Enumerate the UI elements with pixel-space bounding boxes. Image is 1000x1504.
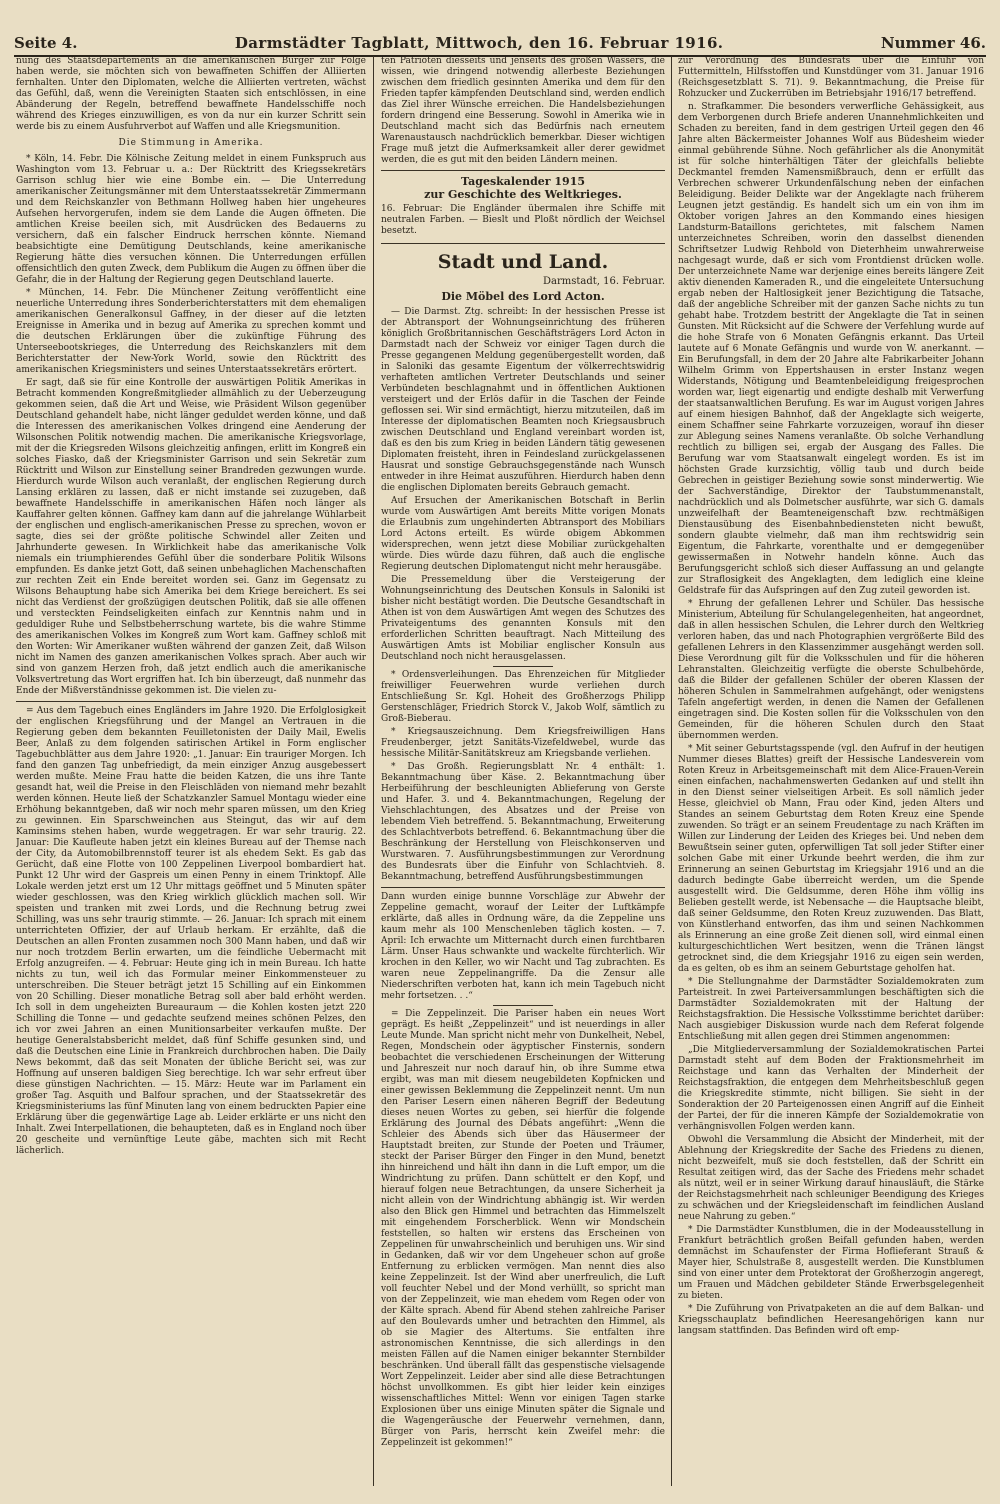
- dateline: Darmstadt, 16. Februar.: [543, 276, 665, 287]
- paragraph: * Kriegsauszeichnung. Dem Kriegsfreiwilligen Hans Freudenberger, jetzt Sanitäts-Vizefeldwebel, wurde das hessische Militär-Sanitätskreuz am Kriegsbande verliehen.: [381, 727, 665, 759]
- paragraph: * Köln, 14. Febr. Die Kölnische Zeitung meldet in einem Funkspruch aus Washington vom 13. Februar u. a.: Der Rücktritt des Kriegssekretärs Garrison schlug hier wie eine Bombe ein. — Die Unterredung amerikanischer Zeitungsmänner mit dem Unterstaatssekretär Zimmermann und dem Reichskanzler von Bethmann Hollweg haben hier ungeheures Aufsehen hervorgerufen, indem sie dem Lande die Augen öffneten. Die amtlichen Kreise beeilen sich, mit Ausdrücken des Bedauerns zu versichern, daß ein falscher Eindruck herrschen könnte. Niemand beabsichtigte eine Demütigung Deutschlands, keine amerikanische Regierung hätte dies versuchen können. Die Unterredungen erfüllen offensichtlich den guten Zweck, dem Publikum die Augen zu öffnen über die Gefahr, die in der Haltung der Regierung gegen Deutschland lauerte.: [16, 154, 366, 285]
- paragraph: — Die Darmst. Ztg. schreibt: In der hessischen Presse ist der Abtransport der Wohnungseinrichtung des früheren königlich Großbritannischen Geschäftsträgers Lord Acton in Darmstadt nach der Schweiz vor einiger Tagen durch die Presse gegangenen Meldung gegenübergestellt worden, daß in Saloniki das gesamte Eigentum der völkerrechtswidrig verhafteten amtlichen Vertreter Deutschlands und seiner Verbündeten beschlagnahmt und in öffentlichen Auktionen versteigert und der Erlös dafür in die Taschen der Feinde geflossen sei. Wir sind ermächtigt, hierzu mitzuteilen, daß im Interesse der diplomatischen Beamten noch Kriegsausbruch zwischen Deutschland und England vereinbart worden ist, daß es den bis zum Krieg in beiden Ländern tätig gewesenen Diplomaten freisteht, ihren in Feindesland zurückgelassenen Hausrat und sonstige Gebrauchsgegenstände nach Wunsch entweder in ihre Heimat auszuführen. Hierdurch haben denn die englischen Diplomaten bereits Gebrauch gemacht.: [381, 307, 665, 493]
- divider: [493, 666, 553, 667]
- paragraph: * Ordensverleihungen. Das Ehrenzeichen für Mitglieder freiwilliger Feuerwehren wurde verliehen durch Entschließung Sr. Kgl. Hoheit des Großherzogs Philipp Gerstenschläger, Friedrich Storck V., Jakob Wolf, sämtlich zu Groß-Bieberau.: [381, 670, 665, 724]
- paragraph: zur Verordnung des Bundesrats über die Einfuhr von Futtermitteln, Hilfsstoffen und Kunstdünger vom 31. Januar 1916 (Reichsgesetzblatt S. 71). 9. Bekanntmachung, die Preise für Rohzucker und Zuckerrüben im Betriebsjahr 1916/17 betreffend.: [678, 56, 984, 99]
- column-1: [16, 56, 366, 1159]
- calendar-title: Tageskalender 1915: [461, 175, 585, 188]
- page-number: Seite 4.: [14, 34, 78, 52]
- calendar-entry: 16. Februar: Die Engländer übermalen ihre Schiffe mit neutralen Farben. — Bieslt und Ploßt nördlich der Weichsel besetzt.: [381, 204, 665, 236]
- column-3: [678, 56, 984, 1339]
- issue-number: Nummer 46.: [880, 34, 986, 52]
- paragraph: * Ehrung der gefallenen Lehrer und Schüler. Das hessische Ministerium, Abteilung für Schulangelegenheiten, hat angeordnet, daß in allen hessischen Schulen, die Lehrer durch den Weltkrieg verloren haben, das und nach Photographien vergrößerte Bild des gefallenen Lehrers in den Klassenzimmer ausgehängt werden soll. Diese Verordnung gilt für die Volksschulen und für die höheren Lehranstalten. Gleichzeitig verfügte die oberste Schulbehörde, daß die Bilder der gefallenen Schüler der oberen Klassen der höheren Schulen in Sammelrahmen aufgehängt, oder wenigstens Tafeln angefertigt werden, in denen die Namen der Gefallenen eingetragen sind. Die Kosten sollen für die Volksschulen von den Gemeinden, für die höheren Schulen durch den Staat übernommen werden.: [678, 599, 984, 741]
- page-header: [14, 30, 986, 57]
- paragraph: Er sagt, daß sie für eine Kontrolle der auswärtigen Politik Amerikas in Betracht kommenden Kongreßmitglieder allmählich zu der Ueberzeugung gekommen seien, daß die Art und Weise, wie Präsident Wilson gegenüber Deutschland gehandelt habe, nicht länger geduldet werden könne, und daß die Interessen des amerikanischen Volkes dringend eine Aenderung der Wilsonschen Politik notwendig machen. Die amerikanische Kriegsvorlage, mit der die Kriegsreden Wilsons gleichzeitig anfingen, erlitt im Kongreß ein solches Fiasko, daß der Kriegsminister Garrison und sein Sekretär zum Rücktritt und Wilson zur Einstellung seiner Brandreden gezwungen wurde. Hierdurch wurde Wilson auch veranlaßt, der englischen Regierung durch Lansing erklären zu lassen, daß er nicht imstande sei zuzugeben, daß bewaffnete Handelsschiffe in amerikanischen Häfen noch länger als Kauffahrer gelten können. Gaffney kam dann auf die jahrelange Wühlarbeit der englischen und englisch-amerikanischen Presse zu sprechen, wovon er sagte, dies sei der größte politische Schwindel aller Zeiten und Jahrhunderte gewesen. In Wirklichkeit habe das amerikanische Volk niemals ein triumphierendes Gefühl über die sonderbare Politik Wilsons empfunden. Es danke jetzt Gott, daß seinen unbehaglichen Machenschaften zur rechten Zeit ein Ende bereitet worden sei. Ganz im Gegensatz zu Wilsons Behauptung habe sich Amerika bei dem Kriege bereichert. Es sei nicht das Verdienst der großzügigen deutschen Politik, daß sie alle offenen und versteckten Feindseligkeiten einfach zur Kenntnis nahm und in geduldiger Ruhe und Selbstbeherrschung wartete, bis die wahre Stimme des amerikanischen Volkes im Kongreß zum Wort kam. Gaffney schloß mit den Worten: Wir Amerikaner wußten während der ganzen Zeit, daß Wilson nicht im Namen des ganzen amerikanischen Volkes sprach. Aber auch wir sind von ganzem Herzen froh, daß jetzt endlich auch die amerikanische Volksvertretung das Wort ergriffen hat. Ich bin überzeugt, daß nunmehr das Ende der Mißverständnisse gekommen ist. Die vielen zu-: [16, 378, 366, 696]
- column-rule: [373, 56, 374, 1486]
- paragraph: * Die Darmstädter Kunstblumen, die in der Modeausstellung in Frankfurt beträchtlich großen Beifall gefunden haben, werden demnächst im Schaufenster der Firma Hoflieferant Strauß & Mayer hier, Schulstraße 8, ausgestellt werden. Die Kunstblumen sind von einer unter dem Protektorat der Großherzogin angeregt, um Frauen und Mädchen gebildeter Stände Erwerbsgelegenheit zu bieten.: [678, 1225, 984, 1301]
- paragraph: Auf Ersuchen der Amerikanischen Botschaft in Berlin wurde vom Auswärtigen Amt bereits Mitte vorigen Monats die Erlaubnis zum ungehinderten Abtransport des Mobiliars Lord Actons erteilt. Es würde obigem Abkommen widersprechen, wenn jetzt diese Mobiliar zurückgehalten würde. Dies würde dazu führen, daß auch die englische Regierung deutschen Diplomatengut nicht mehr herausgäbe.: [381, 496, 665, 572]
- section-divider: [381, 887, 665, 888]
- calendar-subtitle: zur Geschichte des Weltkrieges.: [424, 188, 622, 201]
- paragraph: * Die Zuführung von Privatpaketen an die auf dem Balkan- und Kriegsschauplatz befindlichen Heeresangehörigen kann nur langsam stattfinden. Das Befinden wird oft emp-: [678, 1304, 984, 1336]
- paragraph: ten Patrioten diesseits und jenseits des großen Wassers, die wissen, wie dringend notwendig allerbeste Beziehungen zwischen dem friedlich gesinnten Amerika und dem für den Frieden tapfer kämpfenden Deutschland sind, werden endlich das Ziel ihrer Wünsche erreichen. Die Handelsbeziehungen fordern dringend eine Besserung. Sowohl in Amerika wie in Deutschland macht sich das Bedürfnis nach erneutem Warenaustausch nachdrücklich bemerkbar. Dieser wichtigen Frage muß jetzt die Aufmerksamkeit aller derer gewidmet werden, die es gut mit den beiden Ländern meinen.: [381, 56, 665, 165]
- paragraph: „Die Mitgliederversammlung der Sozialdemokratischen Partei Darmstadt steht auf dem Boden der Fraktionsmehrheit im Reichstage und kann das Verhalten der Minderheit der Reichstagsfraktion, die entgegen dem Mehrheitsbeschluß gegen die Kriegskredite stimmte, nicht billigen. Sie sieht in der Sonderaktion der 20 Parteigenossen einen Angriff auf die Einheit der Partei, der für die inneren Kämpfe der Sozialdemokratie von verhängnisvollen Folgen werden kann.: [678, 1045, 984, 1132]
- paragraph: * Das Großh. Regierungsblatt Nr. 4 enthält: 1. Bekanntmachung über Käse. 2. Bekanntmachung über Herbeiführung der beschleunigten Ablieferung von Gerste und Hafer. 3. und 4. Bekanntmachungen, Regelung der Viehschlachtungen, des Absatzes und der Preise von lebendem Vieh betreffend. 5. Bekanntmachung, Erweiterung des Schlachtverbots betreffend. 6. Bekanntmachung über die Beschränkung der Herstellung von Fleischkonserven und Wurstwaren. 7. Ausführungsbestimmungen zur Verordnung des Bundesrats über die Einfuhr von Schlachtvieh. 8. Bekanntmachung, betreffend Ausführungsbestimmungen: [381, 762, 665, 882]
- paragraph: Obwohl die Versammlung die Absicht der Minderheit, mit der Ablehnung der Kriegskredite der Sache des Friedens zu dienen, nicht bezweifelt, muß sie doch feststellen, daß der Schritt ein Resultat zeitigen wird, das der Sache des Friedens mehr schadet als nützt, weil er in seiner Wirkung darauf hinausläuft, die Stärke der Reichstagsmehrheit nach schleuniger Beendigung des Krieges zu schwächen und der Kriegsleidenschaft im feindlichen Ausland neue Nahrung zu geben.“: [678, 1135, 984, 1222]
- section-divider: [16, 701, 366, 702]
- column-rule: [671, 56, 672, 1486]
- paragraph: = Die Zeppelinzeit. Die Pariser haben ein neues Wort geprägt. Es heißt „Zeppelinzeit“ und ist neuerdings in aller Leute Munde. Man spricht nicht mehr von Dunkelheit, Nebel, Regen, Mondschein oder ägyptischer Finsternis, sondern beobachtet die verschiedenen Erscheinungen der Witterung und Jahreszeit nur noch darauf hin, ob ihre Summe etwa ergibt, was man mit diesem neugebildeten Kopfnicken und einer gewissen Beklemmung die Zeppelinzeit nennt. Um nun den Pariser Lesern einen näheren Begriff der Bedeutung dieses neuen Wortes zu geben, sei hierfür die folgende Erklärung des Journal des Débats angeführt: „Wenn die Schleier des Abends sich über das Häusermeer der Hauptstadt breiten, zur Stunde der Poeten und Träumer, steckt der Pariser Bürger den Finger in den Mund, benetzt ihn hinreichend und hält ihn dann in die Luft empor, um die Windrichtung zu prüfen. Dann schüttelt er den Kopf, und hierauf folgen neue Betrachtungen, da unsere Sicherheit ja nicht allein von der Windrichtung abhängig ist. Wir werden also den Blick gen Himmel und betrachten das Himmelszelt mit eingehendem Forscherblick. Wenn wir Mondschein feststellen, so halten wir erstens das Erscheinen von Zeppelinen für unwahrscheinlich und beruhigen uns. Wir sind in Gedanken, daß wir vor dem Ungeheuer schon auf große Entfernung zu erblicken vermögen. Man nennt dies also keine Zeppelinzeit. Ist der Wind aber unerfreulich, die Luft voll feuchter Nebel und der Mond verhüllt, so spricht man von der Zeppelinzeit, wie man ehedem vom Regen oder von der Kälte sprach. Abend für Abend stehen zahlreiche Pariser auf den Boulevards umher und betrachten den Himmel, als ob sie Magier des Altertums. Sie entfalten ihre astronomischen Kenntnisse, die sich allerdings in den meisten Fällen auf die Namen einiger bekannter Sternbilder beschränken. Und überall fällt das gespenstische vielsagende Wort Zeppelinzeit. Leider aber sind alle diese Betrachtungen höchst unvollkommen. Es gibt hier leider kein einziges wissenschaftliches Mittel: Wenn vor einigen Tagen starke Explosionen über uns einige Minuten später die Signale und die Wagengeräusche der Feuerwehr vernehmen, dann, Bürger von Paris, herrscht kein Zweifel mehr: die Zeppelinzeit ist gekommen!“: [381, 1009, 665, 1448]
- paragraph: = Aus dem Tagebuch eines Engländers im Jahre 1920. Die Erfolglosigkeit der englischen Kriegsführung und der Mangel an Vertrauen in die Regierung geben dem bekannten Feuilletonisten der Daily Mail, Ewelis Beer, Anlaß zu dem folgenden satirischen Artikel in Form englischer Tagebuchblätter aus dem Jahre 1920: „1. Januar: Ein trauriger Morgen. Ich fand den ganzen Tag unbefriedigt, da mein einziger Anzug ausgebessert werden mußte. Meine Frau hatte die beiden Katzen, die uns ihre Tante gesandt hat, weil die Preise in den Fleischläden von niemand mehr bezahlt werden können. Heute ließ der Schatzkanzler Samuel Montagu wieder eine Erhöhung bekanntgeben, daß wir noch mehr sparen müssen, um den Krieg zu gewinnen. Ein Sparschweinchen aus Steingut, das wir auf dem Kaminsims stehen haben, wurde weggetragen. Er war sehr traurig. 22. Januar: Die Kaufleute haben jetzt ein kleines Bureau auf der Themse nach der City, da Automobilbrennstoff teurer ist als ehedem Sekt. Es gab das Gerücht, daß eine Flotte von 100 Zeppelinen Liverpool bombardiert hat. Punkt 12 Uhr wird der Gaspreis um einen Penny in einem Trinktopf. Alle Lokale werden jetzt erst um 12 Uhr mittags geöffnet und 5 Minuten später wieder geschlossen, was den Krieg wirklich glücklich machen soll. Wir speisten und tranken mit zwei Lords, und die Rechnung betrug zwei Schilling, was uns sehr traurig stimmte. — 26. Januar: Ich sprach mit einem unterrichteten Offizier, der auf Urlaub herkam. Er erzählte, daß die Deutschen an allen Fronten zusammen noch 300 Mann haben, und daß wir nur noch trotzdem Berlin erwarten, um die feindliche Uebermacht mit Erfolg anzugreifen. — 4. Februar: Heute ging ich in mein Bureau. Ich hatte nichts zu tun, weil ich das Formular meiner Einkommensteuer zu unterschreiben. Die Steuer beträgt jetzt 15 Schilling auf ein Einkommen von 20 Schilling. Dieser monatliche Betrag soll aber bald erhöht werden. Ich soll in dem ungeheizten Bureauraum — die Kohlen kosten jetzt 220 Schilling die Tonne — und gedachte seufzend meines schönen Pelzes, den ich vor zwei Jahren an einen Munitionsarbeiter verkaufen mußte. Der heutige Generalstabsbericht meldet, daß fünf Schiffe gesunken sind, und daß die Deutschen eine Linie in Frankreich durchbrochen haben. Die Daily News bekommt, daß das seit Monaten der übliche Bericht sei, was zur Hoffnung auf unseren baldigen Sieg berechtige. Ich war sehr erfreut über diese günstigen Nachrichten. — 15. März: Heute war im Parlament ein großer Tag. Asquith und Balfour sprachen, und der Staatssekretär des Kriegsministeriums las fünf Minuten lang von einem bedruckten Papier eine Erklärung über die gegenwärtige Lage ab. Leider erklärte er uns nicht den Inhalt. Zwei Interpellationen, die behaupteten, daß es in England noch über 20 gescheite und vernünftige Leute gäbe, machten sich mit Recht lächerlich.: [16, 706, 366, 1156]
- paragraph: nung des Staatsdepartements an die amerikanischen Bürger zur Folge haben werde, sie möchten sich von bewaffneten Schiffen der Alliierten fernhalten. Unter den Diplomaten, welche die Alliierten vertreten, wächst das Gefühl, daß, wenn die Vereinigten Staaten sich entschlössen, in eine Abänderung der Regeln, betreffend bewaffnete Handelsschiffe noch während des Krieges einzuwilligen, es von da nur ein kurzer Schritt sein werde bis zu einem Ausfuhrverbot auf Waffen und alle Kriegsmunition.: [16, 56, 366, 132]
- calendar-box: [381, 170, 665, 244]
- paragraph: n. Strafkammer. Die besonders verwerfliche Gehässigkeit, aus dem Verborgenen durch Briefe anderen Unannehmlichkeiten und Schaden zu bereiten, fand in dem gestrigen Urteil gegen den 46 Jahre alten Bäckermeister Johannes Wolf aus Büdesheim wieder einmal gebührende Sühne. Noch gefährlicher als die Anonymität ist für solche hinterhältigen Täter der gleichfalls beliebte Deckmantel fremden Namensmißbrauch, denn er erfüllt das Verbrechen schwerer Urkundenfälschung neben der einfachen Beleidigung. Beider Delikte war der Angeklagte nach früherem Leugnen jetzt geständig. Es handelt sich um ein von ihm im Oktober vorigen Jahres an den Kommando eines hiesigen Landsturm-Bataillons gerichtetes, mit falschem Namen unterzeichnetes Schreiben, worin den dasselbst dienenden Schriftsetzer Ludwig Rehbold von Dieterhheim unwahrerweise nachgesagt wurde, daß er sich vom Frontdienst drücken wolle. Der unterzeichnete Name war derjenige eines bereits längere Zeit aktiv dienenden Kameraden R., und die eingeleitete Untersuchung ergab neben der Haltlosigkeit jener Bezichtigung die Tatsache, daß der angebliche Schreiber mit der ganzen Sache nichts zu tun gehabt habe. Trotzdem bestritt der Angeklagte die Tat in seinen Gunsten. Mit Rücksicht auf die Schwere der Verfehlung wurde auf die hohe Strafe von 6 Monaten Gefängnis erkannt. Das Urteil lautete auf 6 Monate Gefängnis und wurde von W. anerkannt. — Ein Berufungsfall, in dem der 20 Jahre alte Fabrikarbeiter Johann Wilhelm Grimm von Eppertshausen in erster Instanz wegen Widerstands, Nötigung und Beamtenbeleidigung freigesprochen worden war, liegt eigenartig und endigte deshalb mit Verwerfung der staatsanwaltlichen Berufung. Es war im August vorigen Jahres auf einem hiesigen Bahnhof, daß der Angeklagte sich weigerte, einem Schaffner seine Fahrkarte vorzuzeigen, worauf ihn dieser zur Ablegung seines Namens veranlaßte. Ob solche Verhandlung rechtlich zu billigen sei, ergab der Ausgang des Falles. Die Berufung war vom Staatsanwalt eingelegt worden. Es ist im höchsten Grade kurzsichtig, völlig taub und durch beide Gebrechen in geistiger Beziehung sowie sonst minderwertig. Wie der Sachverständige, Direktor der Taubstummenanstalt, nachdrücklich und als Dolmetscher ausführte, war sich G. damals unzweifelhaft der Beamteneigenschaft bzw. rechtmäßigen Dienstausübung des Eisenbahnbediensteten nicht bewußt, sondern glaubte vielmehr, daß man ihm rechtswidrig sein Eigentum, die Fahrkarte, vorenthalte und er demgegenüber gewissermaßen in Notwehr handeln könne. Auch das Berufungsgericht schloß sich dieser Auffassung an und gelangte zur Straflosigkeit des Angeklagten, dem lediglich eine kleine Geldstrafe für das Aufspringen auf den Zug zuteil geworden ist.: [678, 102, 984, 596]
- paragraph: * Die Stellungnahme der Darmstädter Sozialdemokraten zum Parteistreit. In zwei Parteiversammlungen beschäftigten sich die Darmstädter Sozialdemokraten mit der Haltung der Reichstagsfraktion. Die Hessische Volksstimme berichtet darüber: Nach ausgiebiger Diskussion wurde nach dem Referat folgende Entschließung mit allen gegen drei Stimmen angenommen:: [678, 977, 984, 1042]
- paragraph: * Mit seiner Geburtstagsspende (vgl. den Aufruf in der heutigen Nummer dieses Blattes) greift der Hessische Landesverein vom Roten Kreuz in Arbeitsgemeinschaft mit dem Alice-Frauen-Verein einen einfachen, nachahmenswerten Gedanken auf und stellt ihn in den Dienst seiner vielseitigen Arbeit. Es soll nämlich jeder Hesse, gleichviel ob Mann, Frau oder Kind, jeden Alters und Standes an seinem Geburtstag dem Roten Kreuz eine Spende zuwenden. So trägt er an seinem Freudentage zu nach Kräften im Willen zur Linderung der Leiden des Krieges bei. Und neben dem Bewußtsein seiner guten, opferwilligen Tat soll jeder Stifter einer solchen Gabe mit einer Urkunde beehrt werden, die ihm zur Erinnerung an seinen Geburtstag im Kriegsjahr 1916 und an die dadurch bedingte Gabe überreicht werden, um die Spende ausgestellt wird. Die Geldsumme, deren Höhe ihm völlig ins Belieben gestellt werde, ist Nebensache — die Hauptsache bleibt, daß seiner Geldsumme, den Roten Kreuz zuzuwenden. Das Blatt, von Künstlerhand entworfen, das ihm und seinen Nachkommen als Erinnerung an eine große Zeit dienen soll, wird einmal einen kulturgeschichtlichen Wert besitzen, wenn die Tränen längst getrocknet sind, die dem Kriegsjahr 1916 zu eigen sein werden, da es gelten, ob es ihm an seinem Geburtstage geholfen hat.: [678, 744, 984, 974]
- paragraph: Dann wurden einige bunnne Vorschläge zur Abwehr der Zeppeline gemacht, worauf der Leiter der Luftkämpfe erklärte, daß alles in Ordnung wäre, da die Zeppeline uns kaum mehr als 100 Menschenleben täglich kosten. — 7. April: Ich erwachte um Mitternacht durch einen furchtbaren Lärm. Unser Haus schwankte und wackelte fürchterlich. Wir krochen in den Keller, wo wir Nacht und Tag zubrachten. Es waren neue Zeppelinangriffe. Da die Zensur alle Niederschriften verboten hat, kann ich mein Tagebuch nicht mehr fortsetzen. . .“: [381, 892, 665, 1001]
- paragraph: Die Pressemeldung über die Versteigerung der Wohnungseinrichtung des Deutschen Konsuls in Saloniki ist bisher nicht bestätigt worden. Die Deutsche Gesandtschaft in Athen ist von dem Auswärtigen Amt wegen des Schutzes des Privateigentums des genannten Konsuls mit den erforderlichen Schritten beauftragt. Nach Mitteilung des Auswärtigen Amts ist Mobiliar englischer Konsuln aus Deutschland noch nicht herausgelassen.: [381, 575, 665, 662]
- divider: [493, 1005, 553, 1006]
- paragraph: * München, 14. Febr. Die Münchener Zeitung veröffentlicht eine neuerliche Unterredung ihres Sonderberichterstatters mit dem ehemaligen amerikanischen Generalkonsul Gaffney, in der dieser auf die letzten Ereignisse in Amerika und in bezug auf Amerika zu sprechen kommt und die deutschen Erklärungen über die zukünftige Führung des Unterseebootskrieges, die Unterredung des Reichskanzlers mit dem Berichterstatter der New-York World, sowie den Rücktritt des amerikanischen Kriegsministers und seines Unterstaatssekretärs erörtert.: [16, 288, 366, 375]
- section-title: Stadt und Land.: [437, 251, 609, 273]
- masthead-dateline: Darmstädter Tagblatt, Mittwoch, den 16. Februar 1916.: [234, 34, 724, 52]
- column-2: [381, 56, 665, 1451]
- article-headline: Die Möbel des Lord Acton.: [441, 290, 605, 303]
- section-heading: Die Stimmung in Amerika.: [118, 138, 264, 148]
